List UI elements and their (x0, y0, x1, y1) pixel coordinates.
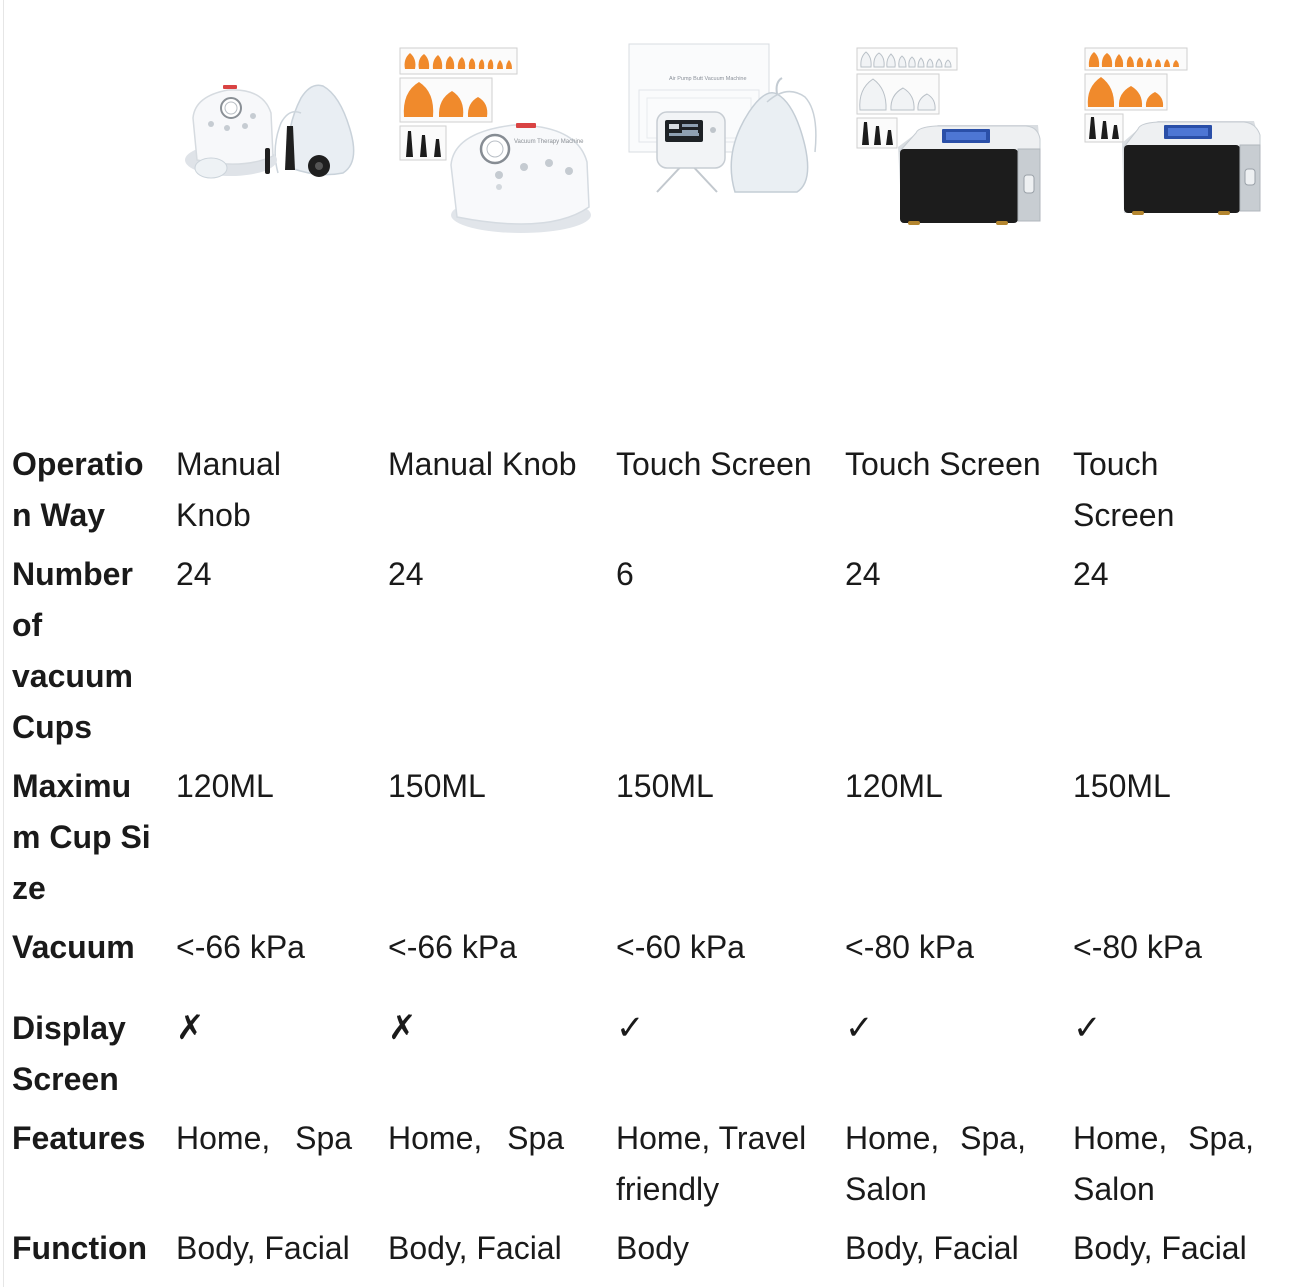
row-label: Maximum Cup Size (12, 768, 151, 906)
cross-icon: ✗ (176, 1009, 205, 1047)
check-icon: ✓ (1073, 1009, 1102, 1047)
cell-product-5: Body, Facial (1073, 1230, 1247, 1266)
cross-icon: ✗ (388, 1009, 417, 1047)
product-4-image[interactable] (856, 47, 1046, 227)
cell-product-4: 120ML (845, 768, 943, 804)
cell-product-1: Home, Spa (176, 1120, 353, 1156)
row-label: Operation Way (12, 446, 144, 533)
row-number-of-cups (0, 549, 1303, 753)
cell-product-4: Home, Spa, Salon (845, 1120, 1026, 1207)
cell-product-1: <-66 kPa (176, 929, 305, 965)
cell-product-5: Touch Screen (1073, 446, 1175, 533)
cell-product-5: 24 (1073, 556, 1109, 592)
svg-text:Vacuum Therapy Machine: Vacuum Therapy Machine (514, 139, 584, 145)
check-icon: ✓ (845, 1009, 874, 1047)
cell-product-1: 24 (176, 556, 212, 592)
row-operation-way (0, 439, 1303, 541)
cell-product-1: Manual Knob (176, 446, 281, 533)
cell-product-2: 150ML (388, 768, 486, 804)
cell-product-5: <-80 kPa (1073, 929, 1202, 965)
cell-product-2: Body, Facial (388, 1230, 562, 1266)
cell-product-1: 120ML (176, 768, 274, 804)
cell-product-2: <-66 kPa (388, 929, 517, 965)
row-vacuum (0, 922, 1303, 992)
check-icon: ✓ (616, 1009, 645, 1047)
cell-product-4: Body, Facial (845, 1230, 1019, 1266)
cell-product-1: Body, Facial (176, 1230, 350, 1266)
cell-product-2: Manual Knob (388, 446, 577, 482)
product-1-image[interactable] (183, 78, 363, 188)
cell-product-3: Touch Screen (616, 446, 812, 482)
cell-product-2: Home, Spa (388, 1120, 565, 1156)
cell-product-3: 150ML (616, 768, 714, 804)
row-features (0, 1113, 1303, 1215)
cell-product-3: <-60 kPa (616, 929, 745, 965)
cell-product-2: 24 (388, 556, 424, 592)
cell-product-3: 6 (616, 556, 634, 592)
row-label: Function (12, 1230, 148, 1266)
cell-product-4: Touch Screen (845, 446, 1041, 482)
cell-product-3: Body (616, 1230, 689, 1266)
box-label: Air Pump Butt Vacuum Machine (669, 76, 747, 82)
product-2-image[interactable] (399, 47, 594, 237)
row-label: Display Screen (12, 1010, 126, 1097)
row-maximum-cup-size (0, 761, 1303, 914)
product-3-image[interactable] (627, 42, 822, 202)
row-label: Vacuum (12, 929, 135, 965)
row-function (0, 1223, 1303, 1278)
row-label: Number of vacuum Cups (12, 556, 133, 745)
row-display-screen (0, 1003, 1303, 1105)
product-5-image[interactable] (1084, 47, 1274, 217)
cell-product-5: Home, Spa, Salon (1073, 1120, 1254, 1207)
cell-product-3: Home, Travel friendly (616, 1120, 807, 1207)
cell-product-4: 24 (845, 556, 881, 592)
cell-product-5: 150ML (1073, 768, 1171, 804)
row-label: Features (12, 1120, 146, 1156)
cell-product-4: <-80 kPa (845, 929, 974, 965)
